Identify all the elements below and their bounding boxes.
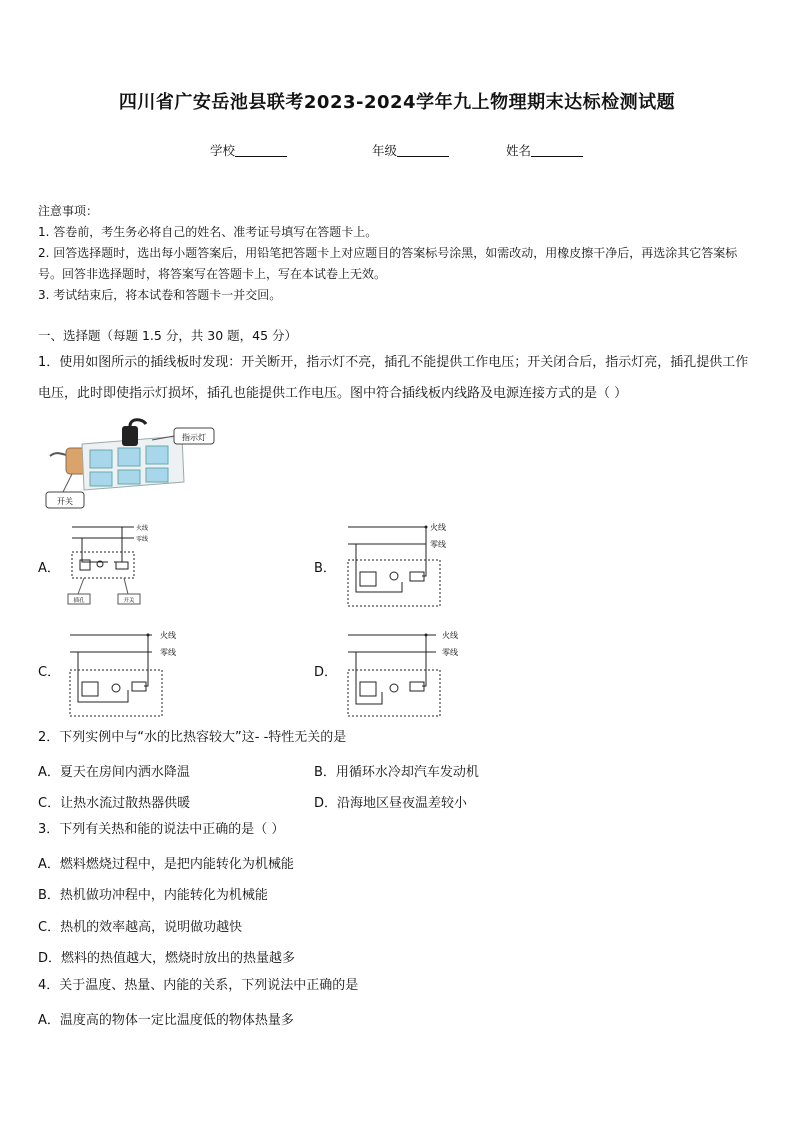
q2-option-d[interactable]: D．沿海地区昼夜温差较小 [314, 796, 468, 811]
lamp-symbol [390, 572, 398, 580]
name-blank[interactable] [531, 144, 583, 157]
switch-symbol [132, 682, 146, 691]
circuit-diagram-a[interactable] [64, 518, 164, 608]
q3-option-a[interactable]: A．燃料燃烧过程中，是把内能转化为机械能 [38, 857, 294, 872]
wire-path [114, 527, 122, 562]
live-label: 火线 [160, 631, 176, 640]
lamp-symbol [112, 684, 120, 692]
page-title: 四川省广安岳池县联考2023-2024学年九上物理期末达标检测试题 [118, 92, 676, 113]
socket-leader [78, 578, 84, 594]
live-label: 火线 [442, 631, 458, 640]
power-strip-illustration [42, 418, 232, 514]
notice-item-1: 1. 答卷前，考生务必将自己的姓名、准考证号填写在答题卡上。 [38, 225, 378, 239]
socket-label: 插孔 [73, 598, 85, 604]
switch-symbol [410, 682, 424, 691]
q1-option-b-label[interactable]: B． [314, 561, 336, 576]
switch-leader [124, 578, 128, 594]
switch-symbol [410, 572, 424, 581]
notice-item-2: 2. 回答选择题时，选出每小题答案后，用铅笔把答题卡上对应题目的答案标号涂黑，如需改动，用橡皮擦干净后，再选涂其它答案标号。回答非选择题时，将答案写在答题卡上，写在本试卷上无效。 [38, 246, 738, 281]
school-label: 学校 [210, 143, 236, 158]
socket-4 [118, 470, 140, 484]
question-3-stem: 3．下列有关热和能的说法中正确的是（ ） [38, 822, 285, 837]
q2-option-b[interactable]: B．用循环水冷却汽车发动机 [314, 765, 479, 780]
switch-symbol [116, 562, 128, 569]
q2-option-c[interactable]: C．让热水流过散热器供暖 [38, 796, 191, 811]
plug-cable [130, 420, 146, 426]
circuit-diagram-d[interactable] [342, 626, 472, 718]
neutral-label: 零线 [136, 536, 149, 543]
switch-label: 开关 [123, 598, 135, 604]
neutral-label: 零线 [442, 648, 458, 657]
wire-path [356, 544, 402, 592]
wire-path [144, 635, 148, 686]
socket-6 [90, 472, 112, 486]
switch-text: 开关 [57, 497, 73, 506]
wire-path [422, 635, 426, 686]
q3-option-b[interactable]: B．热机做功冲程中，内能转化为机械能 [38, 888, 268, 903]
socket-5 [146, 468, 168, 482]
wire-path [82, 538, 108, 562]
name-label: 姓名 [506, 143, 532, 158]
q4-option-a[interactable]: A．温度高的物体一定比温度低的物体热量多 [38, 1013, 294, 1028]
socket-symbol [82, 682, 98, 696]
school-blank[interactable] [235, 144, 287, 157]
q2-option-a[interactable]: A．夏天在房间内洒水降温 [38, 765, 190, 780]
q1-option-c-label[interactable]: C． [38, 665, 61, 680]
neutral-label: 零线 [160, 648, 176, 657]
question-4-stem: 4．关于温度、热量、内能的关系，下列说法中正确的是 [38, 978, 359, 993]
name-field [506, 141, 583, 159]
notice-heading: 注意事项： [38, 204, 99, 218]
notice-item-3: 3. 考试结束后，将本试卷和答题卡一并交回。 [38, 288, 282, 302]
switch-leader [62, 474, 72, 494]
socket-1 [90, 450, 112, 468]
neutral-label: 零线 [430, 540, 446, 549]
grade-field [372, 141, 449, 159]
socket-3 [146, 446, 168, 464]
q3-option-c[interactable]: C．热机的效率越高，说明做功越快 [38, 920, 243, 935]
question-2-stem: 2．下列实例中与“水的比热容较大”这- -特性无关的是 [38, 730, 347, 745]
live-label: 火线 [136, 525, 149, 532]
q1-option-d-label[interactable]: D． [314, 665, 338, 680]
school-field [210, 141, 287, 159]
circuit-diagram-c[interactable] [64, 626, 194, 718]
plug [122, 426, 138, 446]
question-1-stem: 1．使用如图所示的插线板时发现：开关断开，指示灯不亮，插孔不能提供工作电压；开关闭合后，指示灯亮，插孔提供工作电压，此时即使指示灯损坏，插孔也能提供工作电压。图中符合插线板内线路及电源连接方式的是（ ） [38, 355, 749, 401]
lamp-symbol [390, 684, 398, 692]
wire-path [78, 652, 128, 702]
socket-2 [118, 448, 140, 466]
socket-symbol [360, 572, 376, 586]
wire-path [422, 527, 426, 576]
socket-symbol [360, 682, 376, 696]
live-label: 火线 [430, 523, 446, 532]
indicator-text: 指示灯 [182, 433, 206, 442]
q1-option-a-label[interactable]: A． [38, 561, 60, 576]
q3-option-d[interactable]: D．燃料的热值越大，燃烧时放出的热量越多 [38, 951, 296, 966]
grade-blank[interactable] [397, 144, 449, 157]
section-heading: 一、选择题（每题 1.5 分，共 30 题，45 分） [38, 328, 298, 343]
grade-label: 年级 [372, 143, 398, 158]
circuit-diagram-b[interactable] [342, 518, 472, 610]
